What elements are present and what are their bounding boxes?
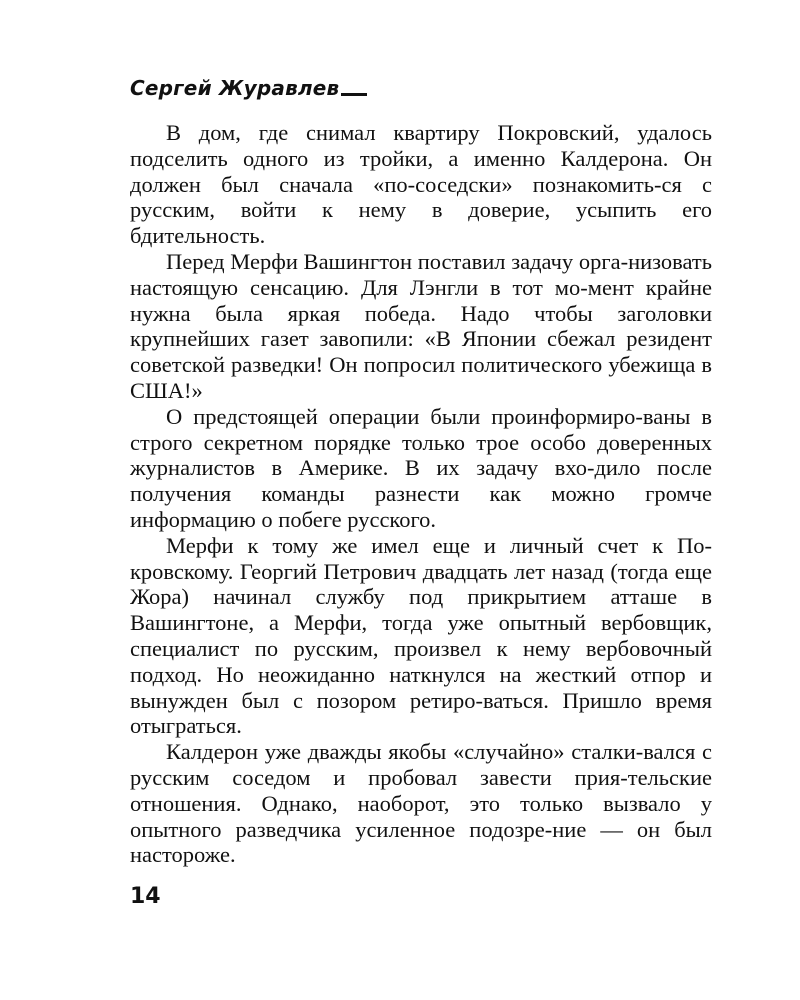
paragraph: О предстоящей операции были проинформиро-ваны в строго секретном порядке только трое особо доверенных журналистов в Америке. В их задачу вхо-дило после получения команды разнести как можно громче информацию о побеге русского. [130,403,712,532]
paragraph: В дом, где снимал квартиру Покровский, удалось подселить одного из тройки, а именно Калдерона. Он должен был сначала «по-соседски» познакомить-ся с русским, войти к нему в доверие, усыпить его бдительность. [130,120,712,249]
page-number: 14 [130,884,161,909]
author-name: Сергей Журавлев [130,76,340,100]
running-head-rule [341,93,367,96]
paragraph: Перед Мерфи Вашингтон поставил задачу орга-низовать настоящую сенсацию. Для Лэнгли в тот мо-мент крайне нужна была яркая победа. Надо чтобы заголовки крупнейших газет завопили: «В Японии сбежал резидент советской разведки! Он попросил политического убежища в США!» [130,248,712,403]
paragraph: Мерфи к тому же имел еще и личный счет к По-кровскому. Георгий Петрович двадцать лет назад (тогда еще Жора) начинал службу под прикрытием атташе в Вашингтоне, а Мерфи, тогда уже опытный вербовщик, специалист по русским, произвел к нему вербовочный подход. Но неожиданно наткнулся на жесткий отпор и вынужден был с позором ретиро-ваться. Пришло время отыграться. [130,532,712,739]
body-text [130,120,712,868]
running-head [130,76,367,100]
paragraph: Калдерон уже дважды якобы «случайно» сталки-вался с русским соседом и пробовал завести прия-тельские отношения. Однако, наоборот, это только вызвало у опытного разведчика усиленное подозре-ние — он был настороже. [130,739,712,868]
